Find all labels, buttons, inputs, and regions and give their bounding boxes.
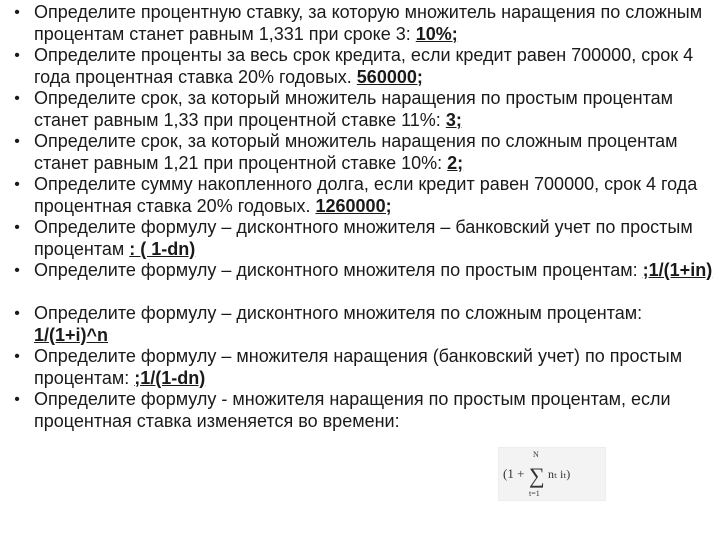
bullet-icon: • <box>14 262 20 279</box>
bullet-icon: • <box>14 176 20 193</box>
question-text: Определите сумму накопленного долга, если кредит равен 700000, срок 4 года процентная ставка 20% годовых. <box>34 174 698 216</box>
answer-text: ;1/(1+in) <box>642 260 713 280</box>
formula-lower-limit: t=1 <box>529 489 540 498</box>
answer-text: 560000; <box>356 66 423 87</box>
bullet-icon: • <box>14 391 20 408</box>
question-text: Определите формулу – дисконтного множителя по простым процентам: <box>34 260 643 280</box>
question-text: Определите процентную ставку, за которую множитель наращения по сложным процентам станет равным 1,331 при сроке 3: <box>34 2 703 44</box>
list-item <box>8 2 714 45</box>
formula-open: (1 + <box>503 466 525 481</box>
list-item <box>8 45 714 88</box>
list-item <box>8 217 714 260</box>
bullet-icon: • <box>14 305 20 322</box>
formula-upper-limit: N <box>533 450 539 459</box>
bullet-icon: • <box>14 219 20 236</box>
bullet-icon: • <box>14 4 20 21</box>
bullet-icon: • <box>14 90 20 107</box>
answer-text: 10%; <box>415 23 458 44</box>
answer-text: 1/(1+i)^n <box>34 324 109 345</box>
formula-image <box>498 447 606 501</box>
list-item <box>8 260 714 303</box>
question-list <box>8 2 714 432</box>
answer-text: 2; <box>447 152 464 173</box>
question-text: Определите формулу – дисконтного множителя – банковский учет по простым процентам <box>34 217 693 259</box>
question-text: Определите формулу – множителя наращения (банковский учет) по простым процентам: <box>34 346 683 388</box>
formula-svg <box>499 448 605 500</box>
answer-text: : ( 1-dn) <box>129 238 196 259</box>
answer-text: ;1/(1-dn) <box>134 367 206 388</box>
list-item <box>8 174 714 217</box>
answer-text: 3; <box>445 109 462 130</box>
question-text: Определите срок, за который множитель наращения по простым процентам станет равным 1,33 при процентной ставке 11%: <box>34 88 674 130</box>
question-text: Определите проценты за весь срок кредита, если кредит равен 700000, срок 4 года процентная ставка 20% годовых. <box>34 45 694 87</box>
list-item <box>8 303 714 346</box>
question-text: Определите формулу – дисконтного множителя по сложным процентам: <box>34 303 643 323</box>
bullet-icon: • <box>14 348 20 365</box>
list-item <box>8 346 714 389</box>
bullet-icon: • <box>14 133 20 150</box>
formula-body: nₜ iₜ) <box>548 467 571 481</box>
question-text: Определите срок, за который множитель наращения по сложным процентам станет равным 1,21 при процентной ставке 10%: <box>34 131 678 173</box>
sigma-icon: ∑ <box>529 463 545 488</box>
question-text: Определите формулу - множителя наращения по простым процентам, если процентная ставка изменяется во времени: <box>34 389 671 431</box>
list-item <box>8 131 714 174</box>
bullet-icon: • <box>14 47 20 64</box>
list-item <box>8 88 714 131</box>
answer-text: 1260000; <box>315 195 392 216</box>
list-item <box>8 389 714 432</box>
